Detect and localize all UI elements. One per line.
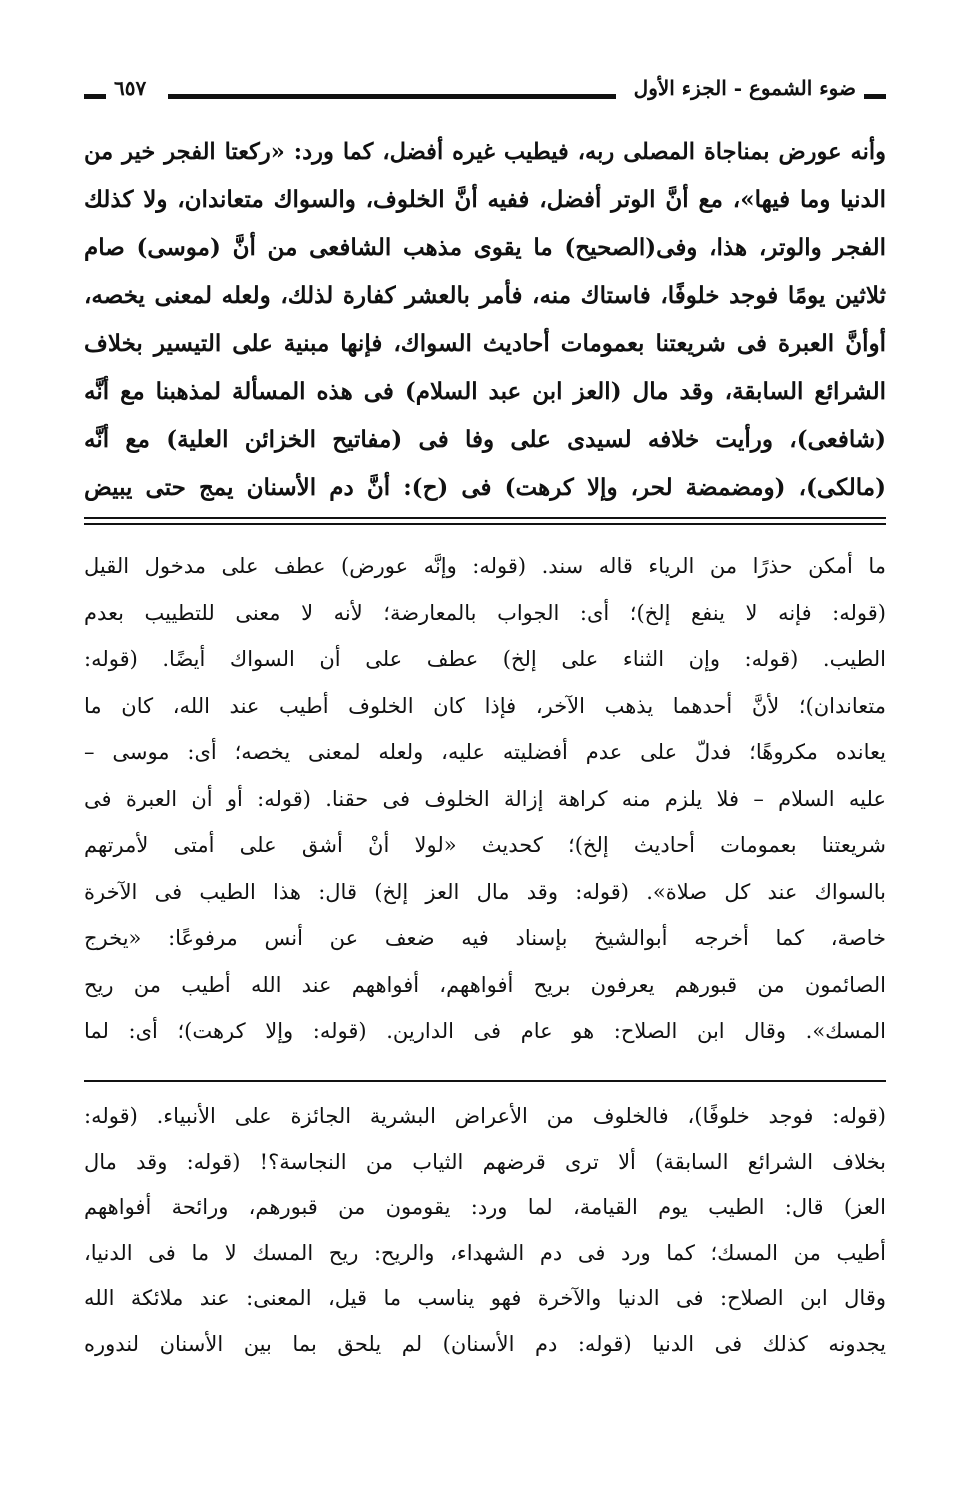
main-line: ثلاثين يومًا فوجد خلوفًا، فاستاك منه، فأمر بالعشر كفارة لذلك، ولعله لمعنى يخصه،: [84, 282, 886, 309]
main-line: الدنيا وما فيها»، مع أنَّ الوتر أفضل، ففيه أنَّ الخلوف، والسواك متعاندان، ولا كذلك: [84, 186, 886, 213]
single-divider: [84, 1080, 886, 1082]
main-line: أوأنَّ العبرة فى شريعتنا بعمومات أحاديث السواك، فإنها مبنية على التيسير بخلاف: [84, 330, 886, 357]
commentary-line: ما أمكن حذرًا من الرياء قاله سند. (قوله: وإنَّه عورض) عطف على مدخول القيل: [84, 554, 886, 578]
commentary-line: المسك». وقال ابن الصلاح: هو عام فى الدارين. (قوله: وإلا كرهت)؛ أى: لما: [84, 1019, 886, 1043]
commentary-first: [84, 543, 886, 1055]
annotation-line: أطيب من المسك؛ كما ورد فى دم الشهداء، والريح: ريح المسك لا ما فى الدنيا،: [84, 1240, 886, 1265]
page-header: [84, 70, 886, 110]
annotation-line: وقال ابن الصلاح: فى الدنيا والآخرة فهو يناسب ما قيل، المعنى: عند ملائكة الله: [84, 1286, 886, 1310]
commentary-line: متعاندان)؛ لأنَّ أحدهما يذهب الآخر، فإذا كان الخلوف أطيب عند الله، كان ما: [84, 693, 886, 718]
header-rule-left: [84, 94, 106, 99]
commentary-line: الطيب. (قوله: وإن الثناء على إلخ) عطف على أن السواك أيضًا. (قوله:: [84, 647, 886, 671]
annotation-line: العز) قال: الطيب يوم القيامة، لما ورد: يقومون من قبورهم، ورائحة أفواههم: [84, 1195, 886, 1219]
main-line: الشرائع السابقة، وقد مال (العز ابن عبد السلام) فى هذه المسألة لمذهبنا مع أنَّه: [84, 378, 886, 405]
commentary-line: شريعتنا بعمومات أحاديث إلخ)؛ كحديث «لولا أنْ أشق على أمتى لأمرتهم: [84, 833, 886, 857]
commentary-line: بالسواك عند كل صلاة». (قوله: وقد مال العز إلخ) قال: هذا الطيب فى الآخرة: [84, 879, 886, 904]
commentary-line: يعانده مكروهًا؛ فدلّ على عدم أفضليته عليه، ولعله لمعنى يخصه؛ أى: موسى –: [84, 740, 886, 764]
double-divider: [84, 517, 886, 526]
annotation-line: يجدونه كذلك فى الدنيا (قوله: دم الأسنان) لم يلحق بما بين الأسنان لندوره: [84, 1331, 886, 1356]
commentary-line: (قوله: فإنه لا ينفع إلخ)؛ أى: الجواب بالمعارضة؛ لأنه لا معنى للتطييب بعدم: [84, 600, 886, 625]
commentary-line: خاصة، كما أخرجه أبوالشيخ بإسناد فيه ضعف عن أنس مرفوعًا: «يخرج: [84, 926, 886, 950]
running-title: ضوء الشموع - الجزء الأول: [633, 76, 856, 100]
main-line: وأنه عورض بمناجاة المصلى ربه، فيطيب غيره أفضل، كما ورد: «ركعتا الفجر خير من: [84, 139, 886, 165]
annotation-line: (قوله: فوجد خلوفًا)، فالخلوف من الأعراض البشرية الجائزة على الأنبياء. (قوله:: [84, 1104, 886, 1128]
annotation-line: بخلاف الشرائع السابقة) ألا ترى قرضهم الثياب من النجاسة؟! (قوله: وقد مال: [84, 1149, 886, 1174]
commentary-line: عليه السلام – فلا يلزم منه كراهة إزالة الخلوف فى حقنا. (قوله: أو أن العبرة فى: [84, 786, 886, 811]
page-number: ٦٥٧: [114, 76, 147, 100]
main-line: الفجر والوتر، هذا، وفى(الصحيح) ما يقوى مذهب الشافعى من أنَّ (موسى) صام: [84, 234, 886, 261]
main-line: (مالكى)، (ومضمضة لحر، وإلا كرهت) فى (ح): أنَّ دم الأسنان يمج حتى يبيض: [84, 474, 886, 501]
main-text: [84, 128, 886, 512]
commentary-line: الصائمون من قبورهم يعرفون بريح أفواههم، أفواههم عند الله أطيب من ريح: [84, 972, 886, 997]
commentary-second: [84, 1094, 886, 1367]
header-rule-middle: [168, 94, 616, 99]
main-line: (شافعى)، ورأيت خلافه لسيدى على وفا فى (مفاتيح الخزائن العلية) مع أنَّه: [84, 426, 886, 453]
header-rule-right: [864, 94, 886, 99]
